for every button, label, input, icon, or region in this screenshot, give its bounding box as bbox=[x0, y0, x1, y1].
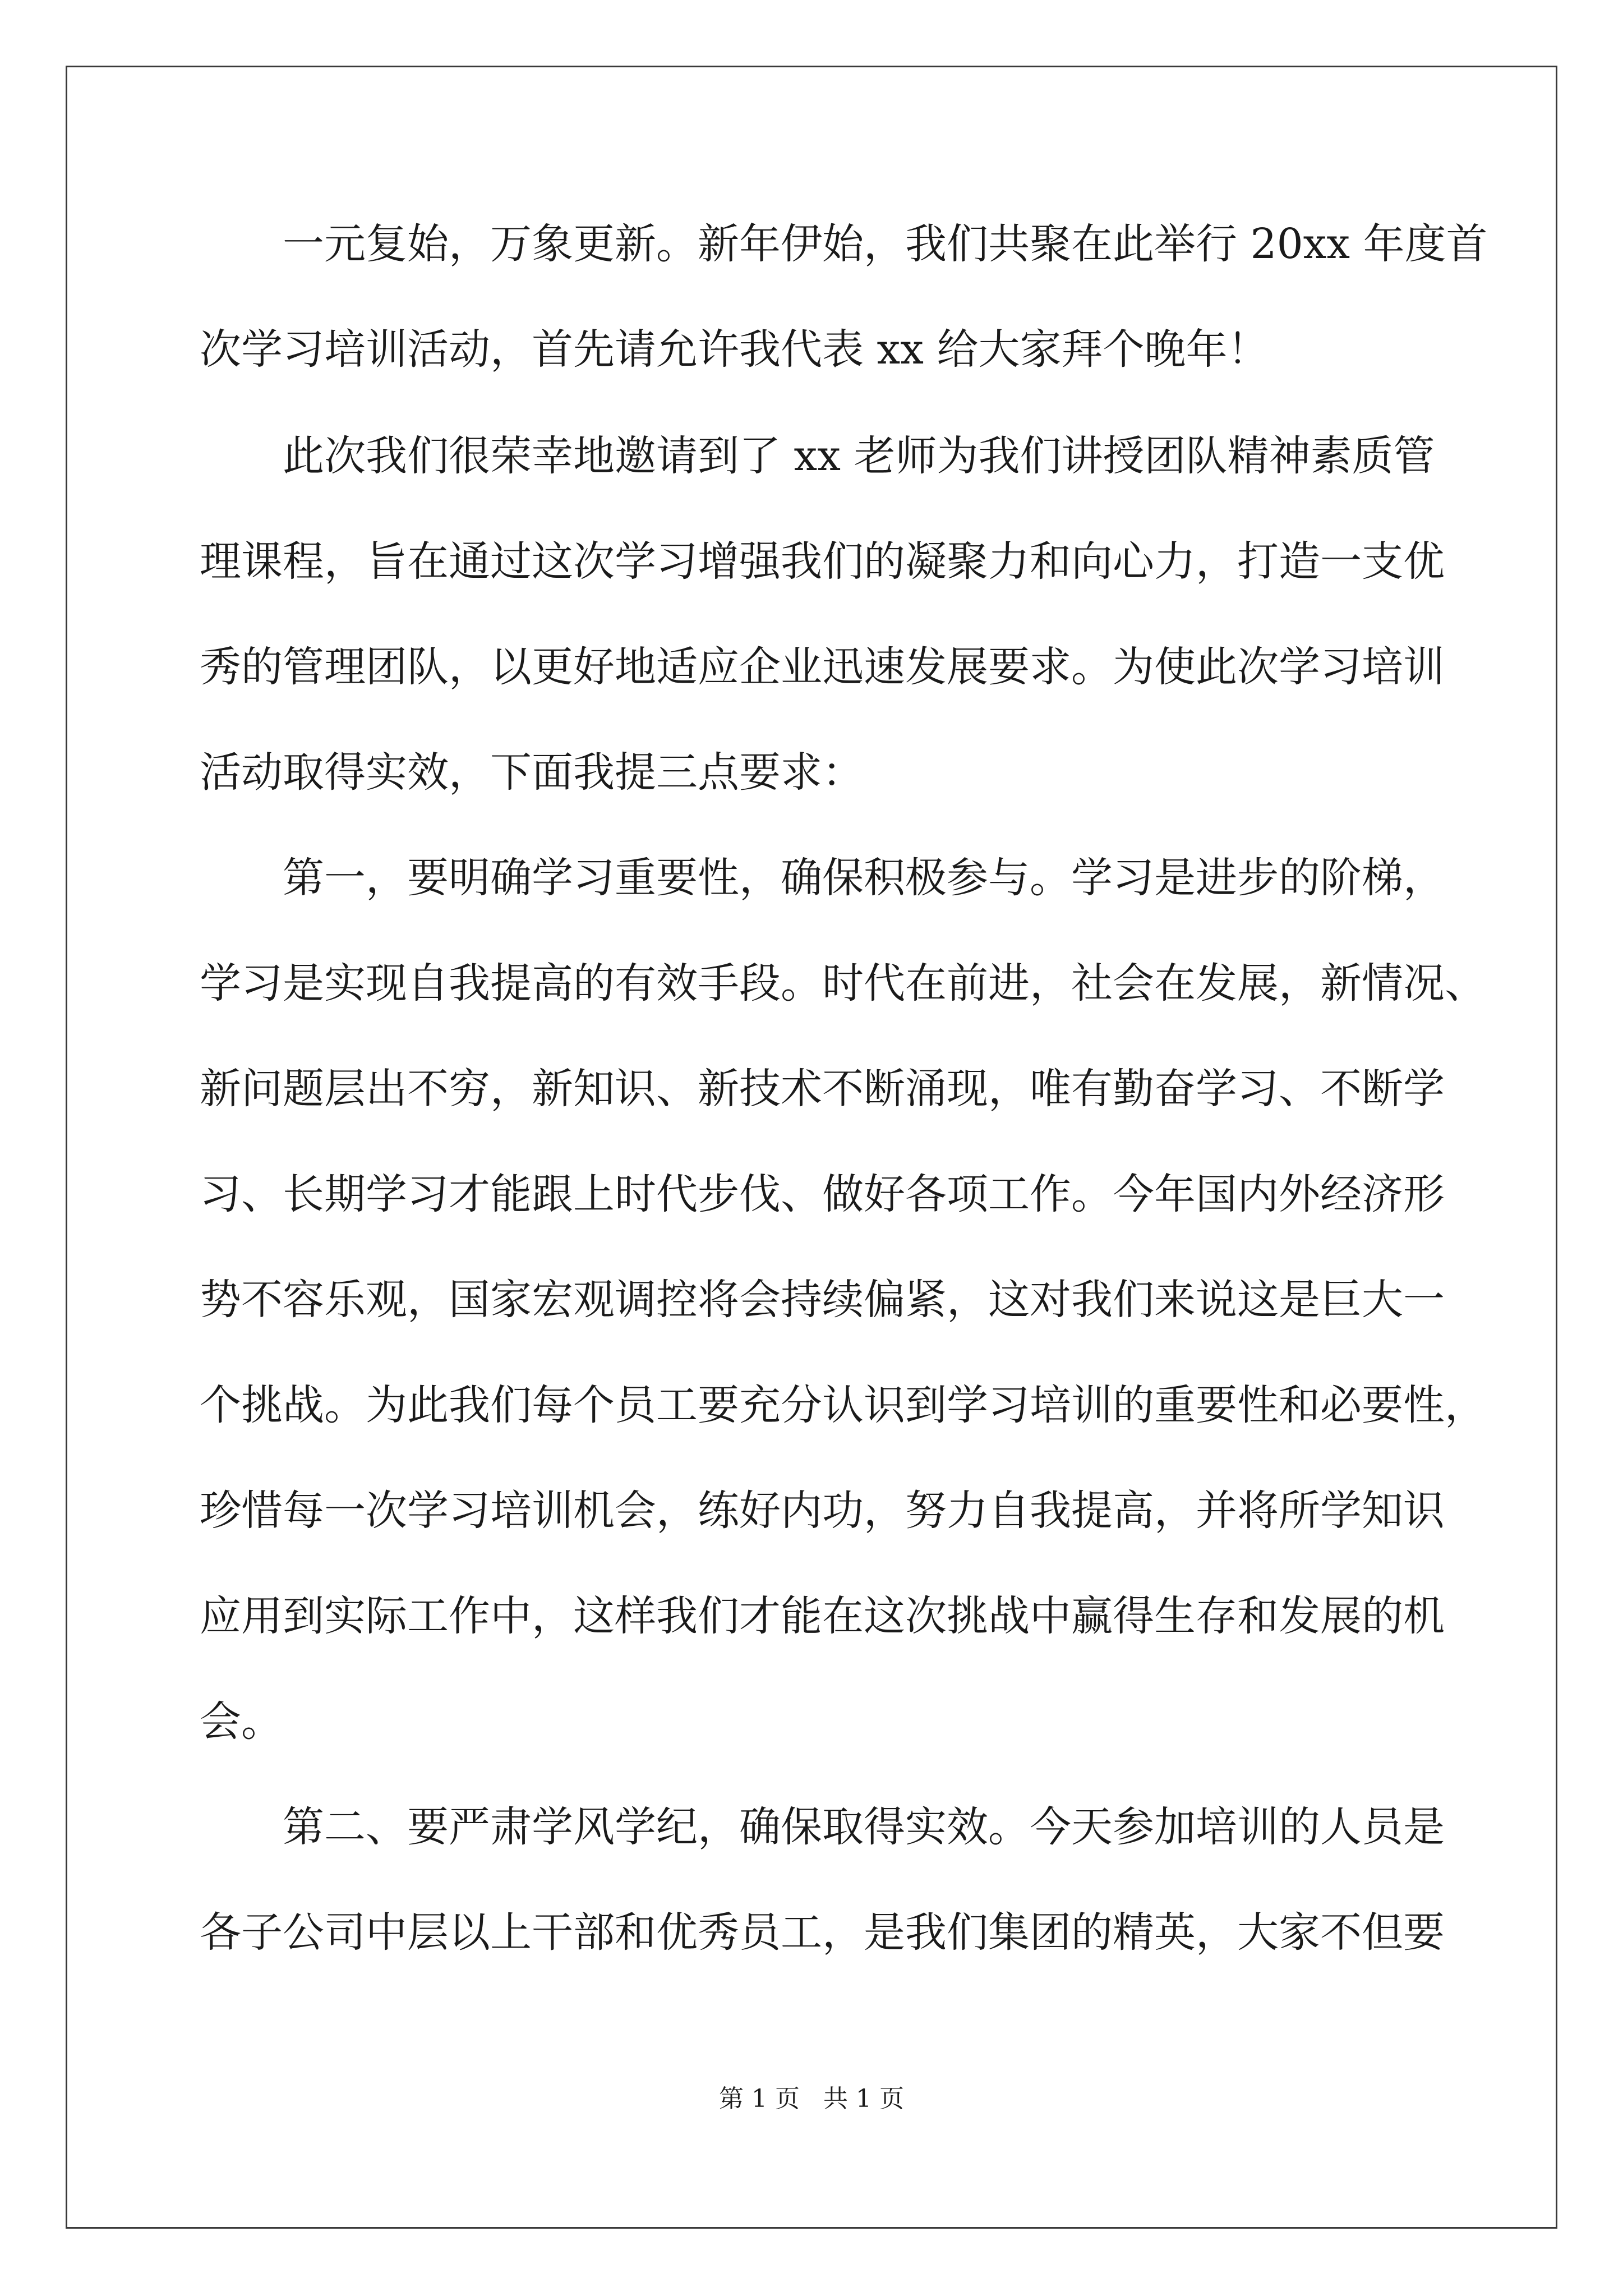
text-line: 此次我们很荣幸地邀请到了 xx 老师为我们讲授团队精神素质管 bbox=[283, 432, 1435, 480]
text-line: 新问题层出不穷，新知识、新技术不断涌现，唯有勤奋学习、不断学 bbox=[200, 1065, 1445, 1113]
text-line: 活动取得实效，下面我提三点要求： bbox=[200, 748, 864, 797]
text-line: 个挑战。为此我们每个员工要充分认识到学习培训的重要性和必要性， bbox=[200, 1381, 1486, 1429]
text-line: 习、长期学习才能跟上时代步伐、做好各项工作。今年国内外经济形 bbox=[200, 1170, 1445, 1218]
text-line: 理课程，旨在通过这次学习增强我们的凝聚力和向心力，打造一支优 bbox=[200, 537, 1445, 586]
text-line: 次学习培训活动，首先请允许我代表 xx 给大家拜个晚年！ bbox=[200, 325, 1269, 374]
text-line: 一元复始，万象更新。新年伊始，我们共聚在此举行 20xx 年度首 bbox=[283, 220, 1488, 268]
text-line: 秀的管理团队，以更好地适应企业迅速发展要求。为使此次学习培训 bbox=[200, 643, 1445, 691]
text-line: 第二、要严肃学风学纪，确保取得实效。今天参加培训的人员是 bbox=[283, 1803, 1445, 1851]
text-line: 势不容乐观，国家宏观调控将会持续偏紧，这对我们来说这是巨大一 bbox=[200, 1276, 1445, 1324]
text-line: 各子公司中层以上干部和优秀员工，是我们集团的精英，大家不但要 bbox=[200, 1908, 1445, 1957]
text-line: 第一，要明确学习重要性，确保积极参与。学习是进步的阶梯， bbox=[283, 854, 1445, 902]
text-line: 珍惜每一次学习培训机会，练好内功，努力自我提高，并将所学知识 bbox=[200, 1487, 1445, 1535]
text-line: 应用到实际工作中，这样我们才能在这次挑战中赢得生存和发展的机 bbox=[200, 1592, 1445, 1640]
page-footer: 第 1 页 共 1 页 bbox=[719, 2085, 904, 2113]
text-line: 学习是实现自我提高的有效手段。时代在前进，社会在发展，新情况、 bbox=[200, 959, 1486, 1007]
text-line: 会。 bbox=[200, 1697, 283, 1746]
